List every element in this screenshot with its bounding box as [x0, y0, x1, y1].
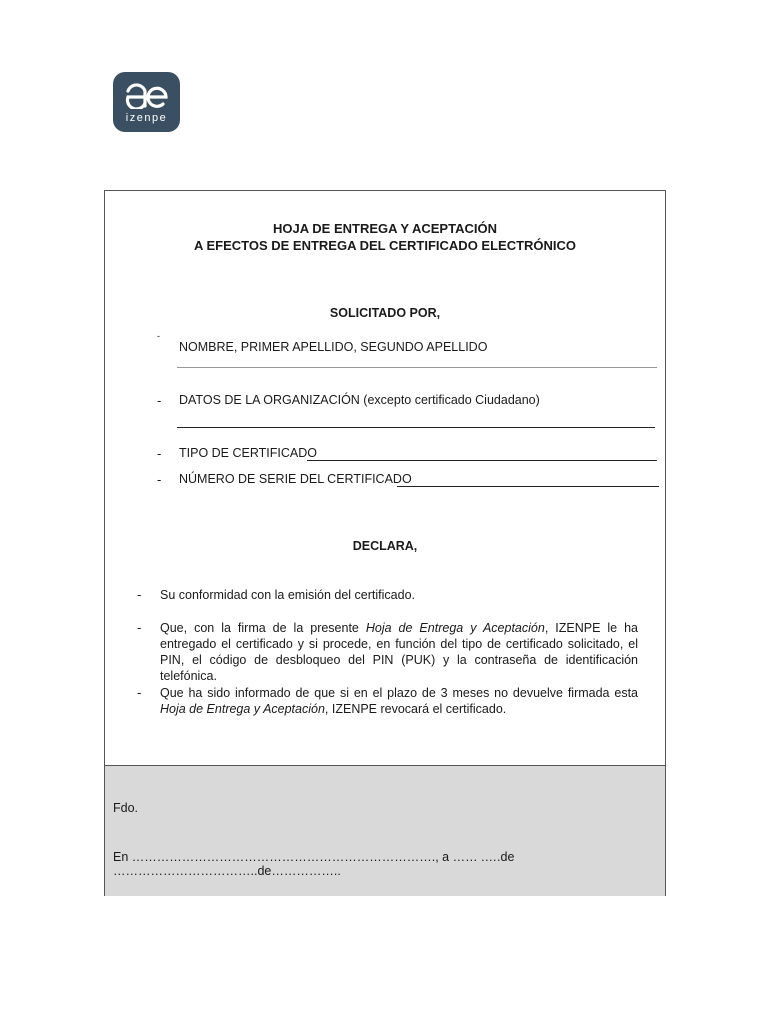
document-title-line1: HOJA DE ENTREGA Y ACEPTACIÓN — [273, 221, 497, 236]
field-bullet: - — [157, 393, 162, 408]
serial-number-label: NÚMERO DE SERIE DEL CERTIFICADO — [179, 472, 412, 486]
organization-field-label: DATOS DE LA ORGANIZACIÓN (excepto certificado Ciudadano) — [179, 393, 540, 407]
declaration-revocation: Que ha sido informado de que si en el plazo de 3 meses no devuelve firmada esta Hoja de Entrega y Aceptación, IZENPE revocará el certificado. — [160, 686, 638, 716]
ae-logo-icon — [125, 81, 169, 109]
certificate-type-label: TIPO DE CERTIFICADO — [179, 446, 317, 460]
declares-heading: DECLARA, — [352, 539, 418, 553]
declaration-bullet: - — [137, 685, 142, 700]
declaration-conformity: Su conformidad con la emisión del certificado. — [160, 588, 415, 602]
declaration-bullet: - — [137, 620, 142, 635]
serial-number-line[interactable] — [397, 486, 659, 487]
document-title-line2: A EFECTOS DE ENTREGA DEL CERTIFICADO ELECTRÓNICO — [193, 238, 577, 253]
organization-field-line[interactable] — [177, 427, 655, 428]
name-field-line[interactable] — [177, 367, 657, 368]
certificate-type-line[interactable] — [307, 460, 657, 461]
signature-label: Fdo. — [113, 801, 139, 815]
requested-by-heading: SOLICITADO POR, — [329, 306, 441, 320]
field-bullet: - — [157, 331, 160, 341]
place-date-line[interactable]: En ………………………………………………………………., a …… .….de ……………………………..de…………….. — [113, 850, 515, 878]
declaration-delivery: Que, con la firma de la presente Hoja de Entrega y Aceptación, IZENPE le ha entregado el certificado y si procede, en función del tipo de certificado solicitado, el PIN, el código de desbloqueo del PIN (PUK) y la contraseña de identificación telefónica. — [160, 621, 638, 683]
declaration-bullet: - — [137, 587, 142, 602]
field-bullet: - — [157, 446, 162, 461]
field-bullet: - — [157, 472, 162, 487]
izenpe-logo — [113, 72, 180, 132]
signature-area — [105, 765, 665, 896]
logo-wordmark: izenpe — [125, 112, 168, 124]
name-field-label: NOMBRE, PRIMER APELLIDO, SEGUNDO APELLIDO — [179, 340, 488, 354]
delivery-form — [104, 190, 666, 896]
